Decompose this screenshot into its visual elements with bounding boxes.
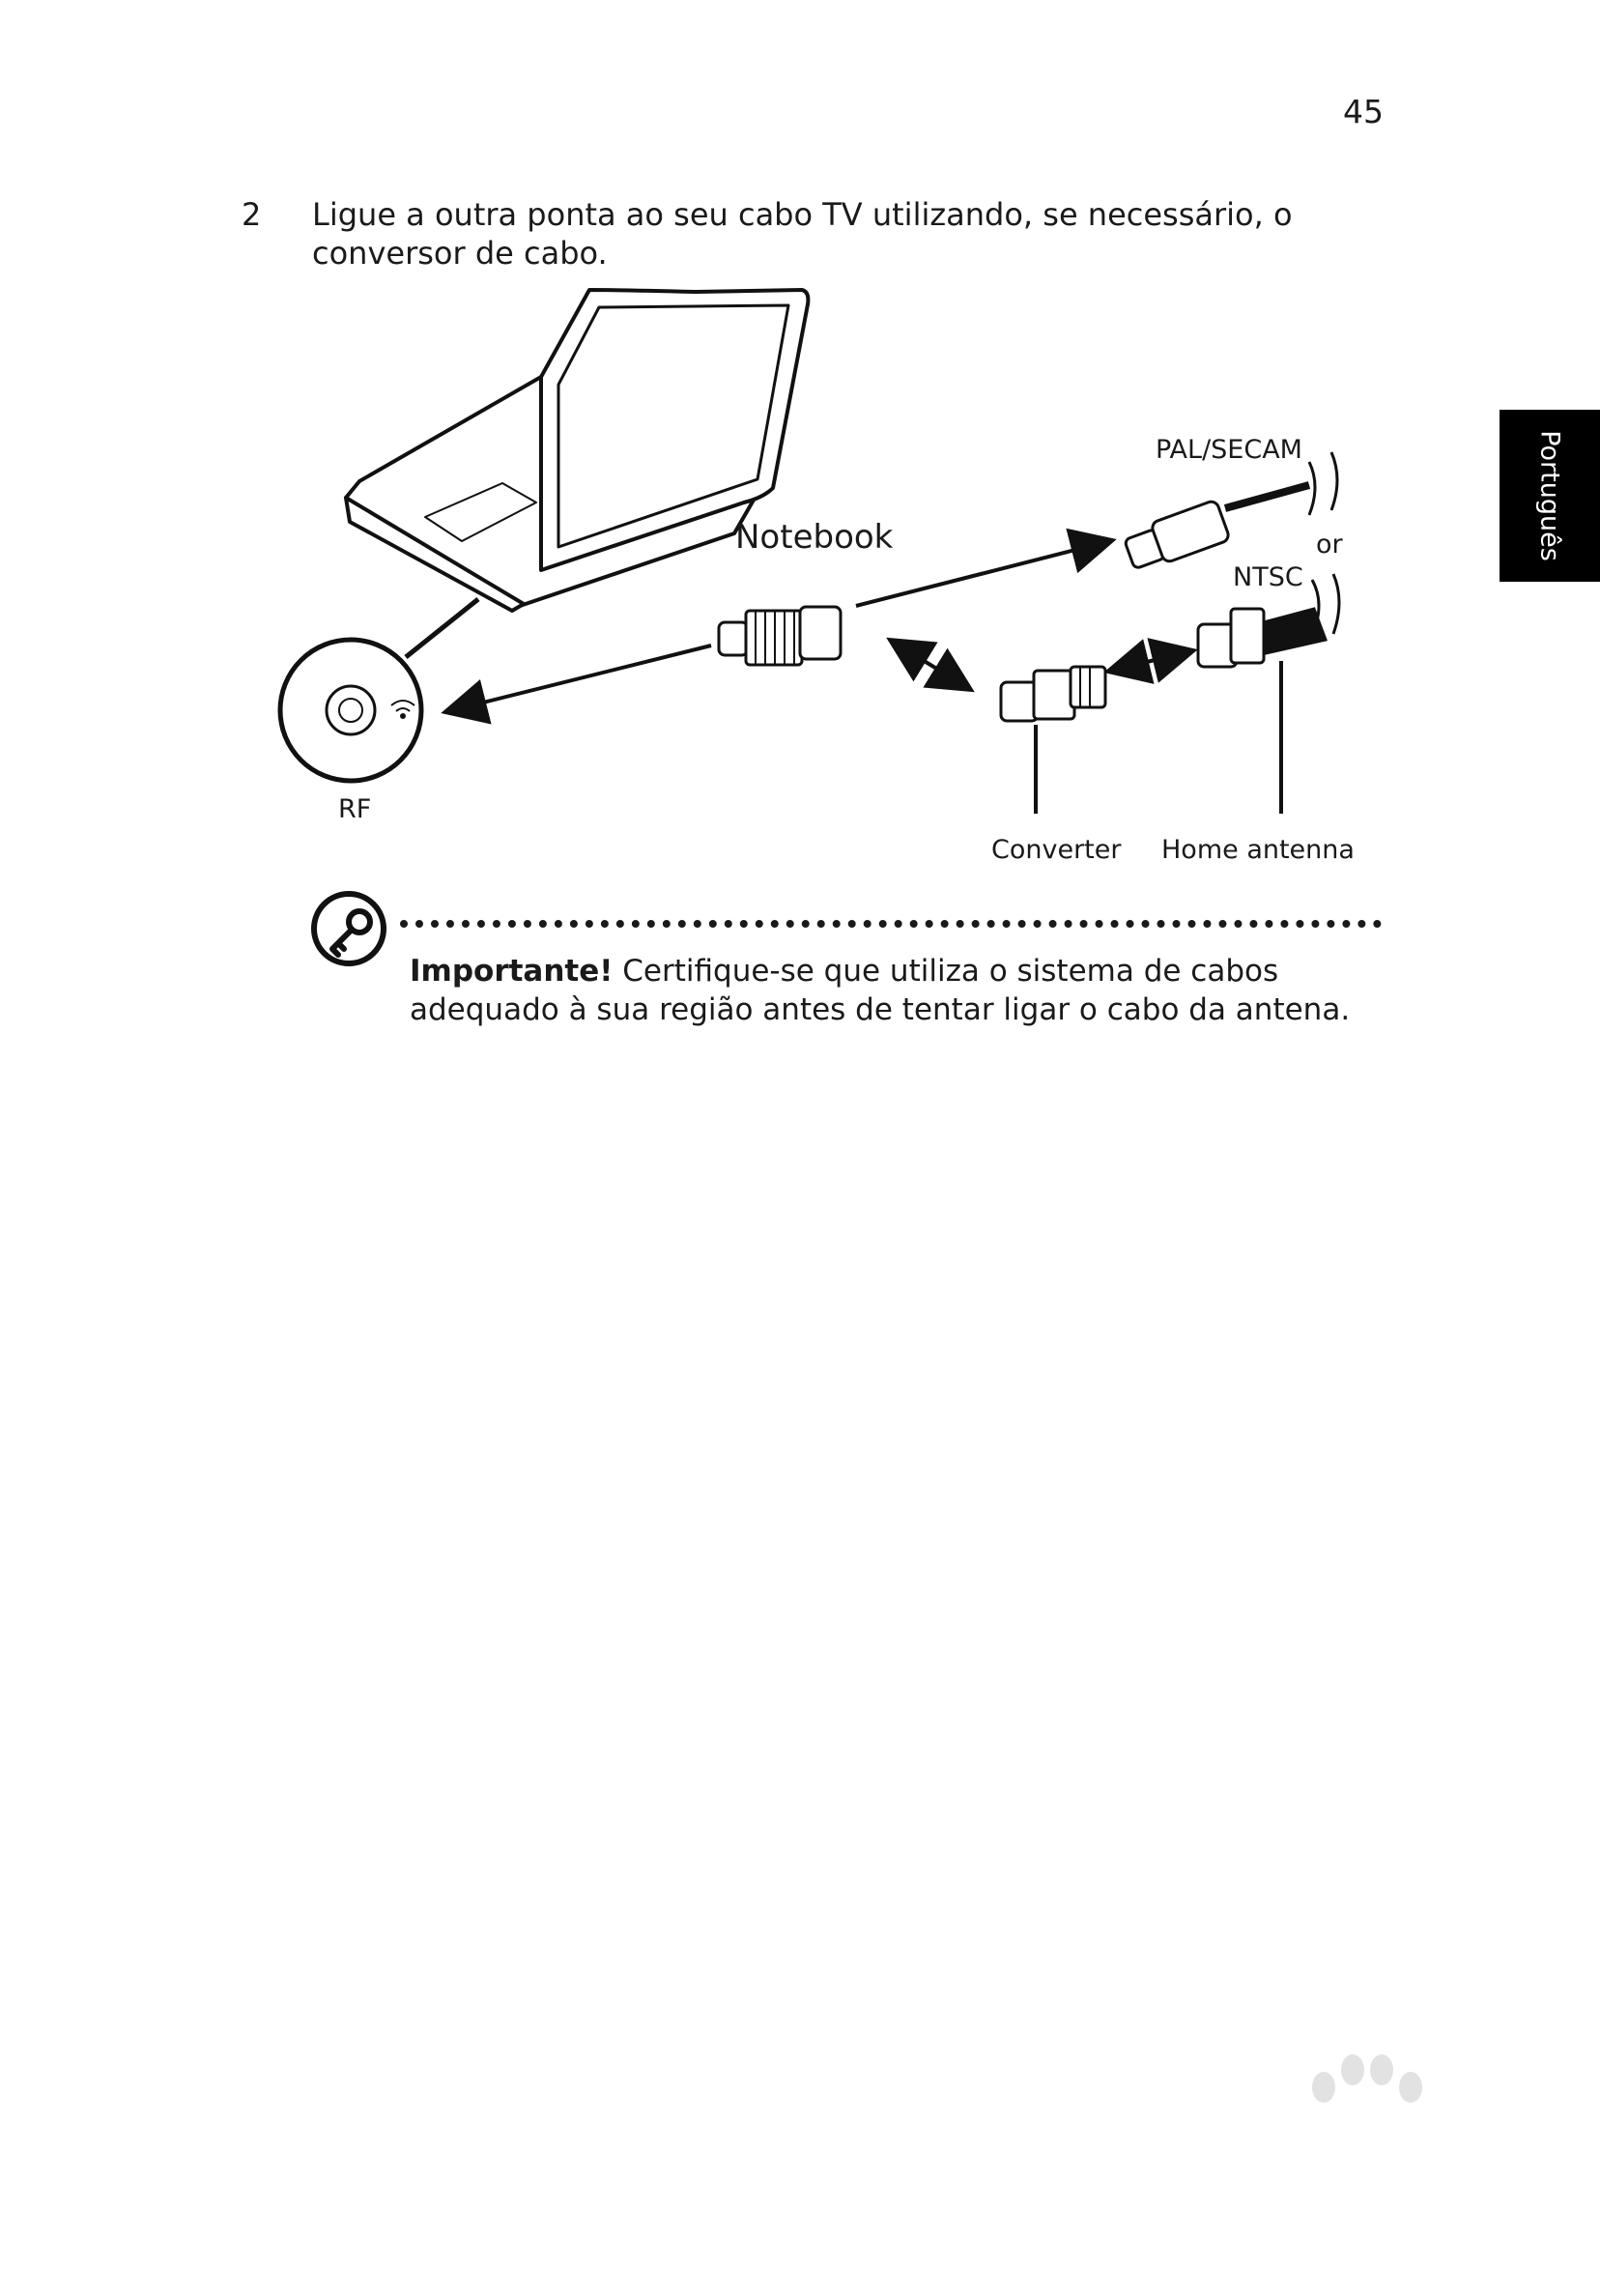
converter-adapter [1001, 667, 1105, 721]
important-note [410, 952, 1376, 1029]
page-number: 45 [1343, 93, 1384, 130]
label-rf: RF [338, 794, 372, 824]
paw-logo-icon [1285, 2049, 1440, 2116]
step-number: 2 [242, 196, 262, 233]
label-ntsc: NTSC [1233, 562, 1303, 592]
laptop-illustration [346, 290, 808, 611]
label-converter: Converter [991, 835, 1122, 865]
arrow-to-pal-secam [856, 541, 1109, 606]
rf-port-zoom [280, 599, 478, 781]
step-text: Ligue a outra ponta ao seu cabo TV utilizando, se necessário, o conversor de cabo. [312, 196, 1293, 272]
label-or: or [1316, 530, 1343, 560]
pal-secam-plug [1125, 452, 1337, 569]
tv-connection-diagram [0, 0, 1600, 889]
key-icon [309, 889, 388, 968]
arrow-to-rf [448, 646, 711, 711]
language-tab-label: Português [1534, 430, 1565, 561]
label-notebook: Notebook [735, 518, 894, 557]
label-pal-secam: PAL/SECAM [1156, 435, 1302, 465]
label-home-antenna: Home antenna [1161, 835, 1355, 865]
arrow-plug-converter [893, 642, 968, 688]
arrow-converter-ntsc [1111, 651, 1190, 671]
note-text: Certifique-se que utiliza o sistema de cabos adequado à sua região antes de tentar ligar o cabo da antena. [410, 954, 1351, 1027]
coax-plug [719, 607, 841, 665]
note-divider [400, 920, 1382, 928]
note-label: Importante! [410, 954, 614, 989]
baidu-watermark [1121, 2049, 1507, 2261]
